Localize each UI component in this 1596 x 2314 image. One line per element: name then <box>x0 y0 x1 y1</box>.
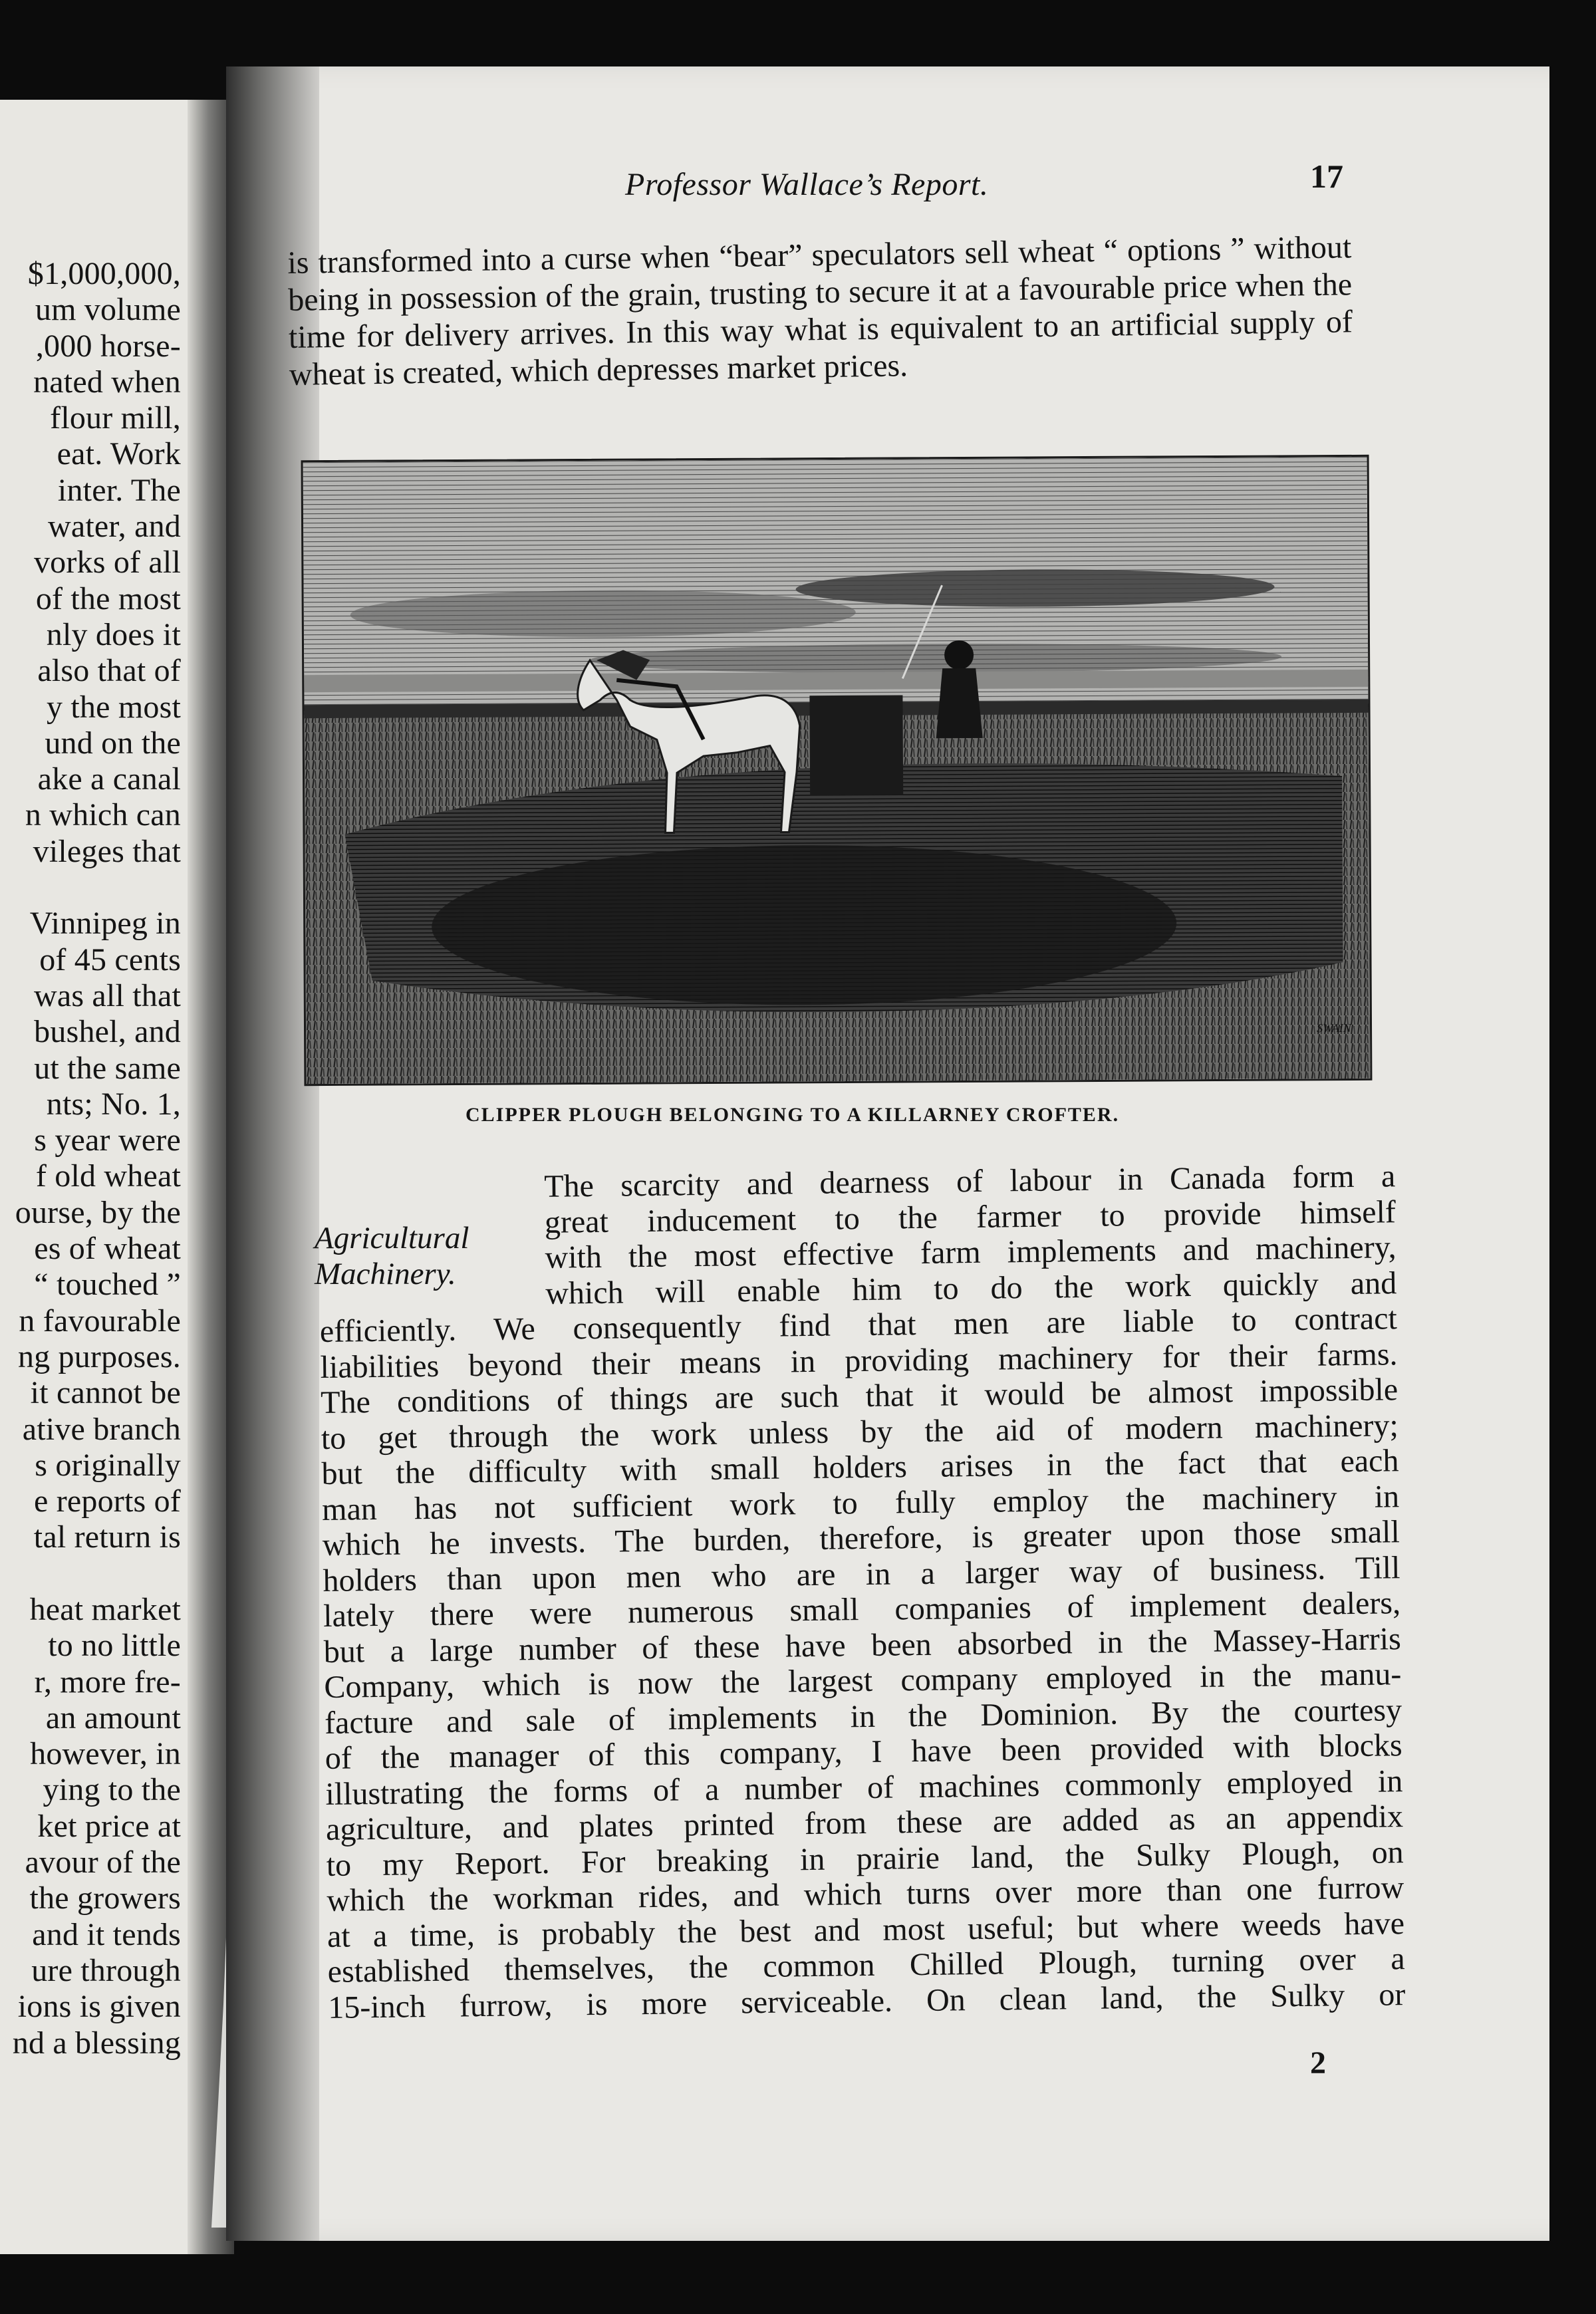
left-page-line: of 45 cents <box>39 942 181 977</box>
left-page-line: was all that <box>33 977 181 1013</box>
running-head: Professor Wallace’s Report. <box>625 167 989 202</box>
printer-signature-mark: 2 <box>1310 2045 1326 2081</box>
body-line: lately there were numerous small companies of implement dealers, <box>323 1585 1401 1634</box>
left-page-line: avour of the <box>25 1845 181 1880</box>
body-line: illustrating the forms of a number of machines commonly employed in <box>325 1763 1403 1812</box>
intro-paragraph: is transformed into a curse when “bear” speculators sell wheat “ options ” without being in possession of the grain, trusting to secure it at a favourable price when the time for delivery arrives. In this way what is equivalent to an artificial supply of wheat is created, which depresses market prices. <box>287 229 1353 392</box>
left-page-line: n favourable <box>19 1303 181 1339</box>
body-line: efficiently. We consequently find that men are liable to contract <box>319 1301 1398 1349</box>
body-line: which the workman rides, and which turns over more than one furrow <box>327 1870 1404 1918</box>
left-page-line: ourse, by the <box>15 1194 181 1230</box>
left-page-line: Vinnipeg in <box>29 906 181 942</box>
left-page-line: ut the same <box>34 1050 181 1086</box>
body-line: great inducement to the farmer to provide himself <box>544 1194 1396 1240</box>
left-page-line: the growers <box>29 1880 181 1916</box>
left-page-line: nd a blessing <box>12 2025 181 2061</box>
left-page-text <box>0 256 181 2061</box>
left-page-line: ying to the <box>43 1772 181 1808</box>
left-page-line: s year were <box>34 1122 181 1158</box>
left-page-line: also that of <box>37 653 181 689</box>
body-line: established themselves, the common Chilled Plough, turning over a <box>327 1941 1405 1990</box>
left-page-line: y the most <box>47 689 181 725</box>
left-page-line: und on the <box>45 725 181 761</box>
figure-caption: CLIPPER PLOUGH BELONGING TO A KILLARNEY CROFTER. <box>466 1104 1120 1126</box>
body-line: at a time, is probably the best and most useful; but where weeds have <box>327 1905 1405 1954</box>
body-line: facture and sale of implements in the Dominion. By the courtesy <box>324 1692 1402 1741</box>
left-page-line: eat. Work <box>57 436 181 472</box>
left-page-line: tal return is <box>33 1519 181 1555</box>
left-page-line: vileges that <box>33 833 181 869</box>
left-page-line: of the most <box>35 580 181 616</box>
left-page-line: an amount <box>45 1700 181 1736</box>
left-page-line: nts; No. 1, <box>46 1086 181 1122</box>
left-page-line: um volume <box>35 292 181 328</box>
body-line: liabilities beyond their means in providing machinery for their farms. <box>320 1336 1398 1385</box>
left-page-line: f old wheat <box>35 1158 181 1194</box>
body-line: agriculture, and plates printed from these are added as an appendix <box>325 1799 1404 1847</box>
left-page-line: nated when <box>33 364 181 400</box>
left-page-line: ng purposes. <box>17 1339 181 1374</box>
left-page-line: however, in <box>30 1736 181 1772</box>
left-page-line: heat market <box>29 1591 181 1627</box>
body-line: with the most effective farm implements and machinery, <box>545 1229 1396 1275</box>
body-line: which he invests. The burden, therefore, is greater upon those small <box>322 1514 1400 1563</box>
left-page-line: $1,000,000, <box>27 256 181 291</box>
left-page-line: ions is given <box>17 1989 181 2025</box>
left-page-line: flour mill, <box>50 400 181 436</box>
left-page-line: to no little <box>48 1628 181 1664</box>
left-page-line: ket price at <box>37 1808 181 1844</box>
body-line: 15-inch furrow, is more serviceable. On clean land, the Sulky or <box>328 1976 1406 2025</box>
left-page-line: r, more fre- <box>34 1664 181 1700</box>
plough-illustration <box>301 455 1373 1086</box>
body-line: The scarcity and dearness of labour in Canada form a <box>543 1158 1396 1204</box>
body-line: Company, which is now the largest company employed in the manu- <box>324 1656 1402 1705</box>
left-page-line <box>0 870 181 906</box>
left-page-line: water, and <box>48 509 181 545</box>
body-line: holders than upon men who are in a larger way of business. Till <box>323 1549 1400 1599</box>
left-page-line: s originally <box>35 1447 181 1483</box>
left-page-line: nly does it <box>46 616 181 652</box>
left-page-line: ative branch <box>22 1411 181 1447</box>
body-line: man has not sufficient work to fully employ the machinery in <box>321 1478 1400 1527</box>
left-page-line <box>0 1556 181 1592</box>
body-line: to my Report. For breaking in prairie land, the Sulky Plough, on <box>326 1834 1404 1883</box>
engraver-signature: SWAIN <box>1316 1021 1351 1035</box>
left-page-line: ake a canal <box>37 761 181 797</box>
body-line: of the manager of this company, I have been provided with blocks <box>325 1728 1402 1776</box>
left-page-line: inter. The <box>57 472 181 508</box>
page-number: 17 <box>1310 158 1343 195</box>
body-line: but the difficulty with small holders arises in the fact that each <box>321 1443 1399 1491</box>
margin-note: Agricultural Machinery. <box>315 1221 469 1291</box>
left-page-line: es of wheat <box>34 1231 181 1267</box>
left-page-line: and it tends <box>32 1916 181 1952</box>
left-page-line: ure through <box>31 1952 181 1988</box>
body-line: The conditions of things are such that it would be almost impossible <box>320 1372 1398 1420</box>
body-line: but a large number of these have been absorbed in the Massey-Harris <box>323 1620 1402 1670</box>
left-page-line: “ touched ” <box>34 1267 181 1303</box>
left-page-line: n which can <box>25 797 181 833</box>
left-page-line: ,000 horse- <box>35 328 181 364</box>
left-page-line: vorks of all <box>33 545 181 580</box>
left-page-line: e reports of <box>34 1483 181 1519</box>
body-line: to get through the work unless by the aid of modern machinery; <box>321 1407 1399 1456</box>
body-text <box>318 1158 1406 2025</box>
left-page-line: bushel, and <box>34 1014 181 1050</box>
body-line: which will enable him to do the work quickly and <box>545 1265 1397 1311</box>
left-page-line: it cannot be <box>30 1375 181 1411</box>
